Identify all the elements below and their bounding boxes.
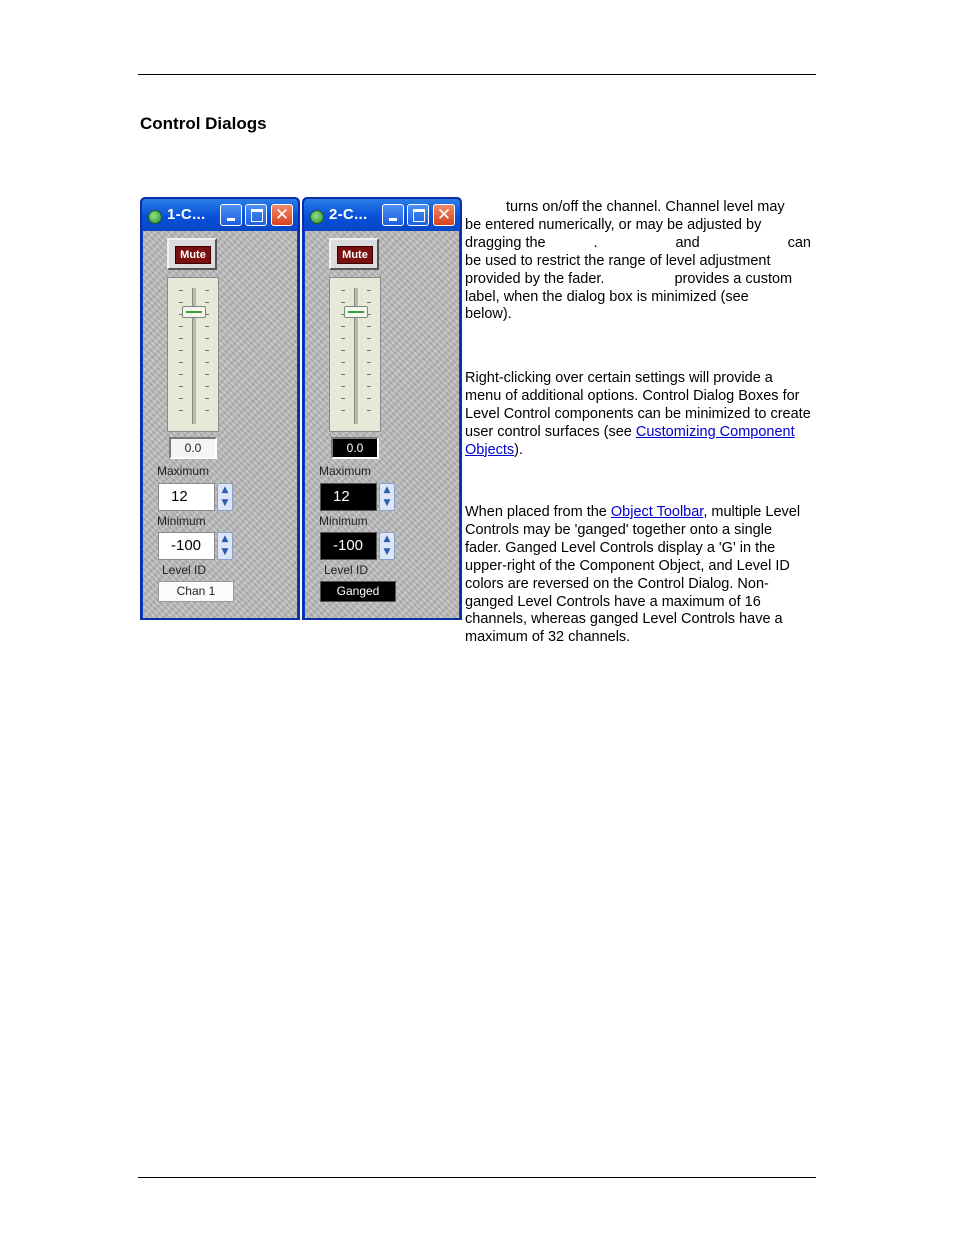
close-icon: ✕ <box>274 205 290 225</box>
minimize-button[interactable] <box>220 204 242 226</box>
description-paragraph-2 <box>465 370 811 460</box>
text-segment: Right-clicking over certain settings will provide a menu of additional options. Control Dialog Boxes for Level Control components can be minimized to create user control surfaces (see <box>465 370 811 440</box>
level-value[interactable]: 0.0 <box>331 437 379 459</box>
text-line: label, when the dialog box is minimized (see <box>465 288 749 305</box>
description-paragraph-3 <box>465 504 811 647</box>
text-segment: and <box>675 234 700 251</box>
dialog-title: 2-C... <box>329 206 368 223</box>
spin-down-icon[interactable]: ▼ <box>221 547 229 557</box>
control-dialog-2 <box>302 197 462 620</box>
maximize-button[interactable] <box>245 204 267 226</box>
spin-up-icon[interactable]: ▲ <box>383 485 391 495</box>
dialog-title: 1-C... <box>167 206 206 223</box>
mute-button[interactable] <box>167 238 217 270</box>
maximum-spinner[interactable] <box>217 483 233 511</box>
spin-up-icon[interactable]: ▲ <box>221 534 229 544</box>
fader-thumb[interactable] <box>344 306 368 318</box>
text-segment: can <box>787 234 811 251</box>
text-segment: provides a custom <box>674 270 793 287</box>
text-line <box>465 199 811 217</box>
description-paragraph-1 <box>465 199 811 324</box>
dialog-panel <box>143 231 297 618</box>
text-segment: When placed from the <box>465 504 611 520</box>
mute-label: Mute <box>175 246 211 264</box>
maximum-label: Maximum <box>319 464 372 478</box>
component-status-icon <box>310 210 324 224</box>
minimum-label: Minimum <box>157 514 206 528</box>
text-line: be used to restrict the range of level adjustment <box>465 252 771 269</box>
page-heading: Control Dialogs <box>140 114 267 133</box>
maximum-spinner[interactable] <box>379 483 395 511</box>
minimize-icon <box>389 218 397 221</box>
text-line: be entered numerically, or may be adjusted by <box>465 216 762 233</box>
text-segment: dragging the <box>465 234 546 251</box>
maximize-button[interactable] <box>407 204 429 226</box>
spin-up-icon[interactable]: ▲ <box>383 534 391 544</box>
level-id-field[interactable]: Ganged <box>320 581 396 602</box>
spin-down-icon[interactable]: ▼ <box>221 498 229 508</box>
dialog-titlebar[interactable] <box>142 199 298 231</box>
maximum-field[interactable]: 12 <box>158 483 215 511</box>
component-status-icon <box>148 210 162 224</box>
level-id-field[interactable]: Chan 1 <box>158 581 234 602</box>
spin-down-icon[interactable]: ▼ <box>383 547 391 557</box>
minimum-field[interactable]: -100 <box>158 532 215 560</box>
fader-thumb[interactable] <box>182 306 206 318</box>
minimum-spinner[interactable] <box>217 532 233 560</box>
text-segment: turns on/off the channel. Channel level may <box>506 199 785 215</box>
maximum-field[interactable]: 12 <box>320 483 377 511</box>
maximize-icon <box>413 209 425 222</box>
text-segment: , multiple Level Controls may be 'ganged' together onto a single fader. Ganged Level Controls display a 'G' in the upper-right of the Component Object, and Level ID colors are reversed on the Control Dialog. Non-ganged Level Controls have a maximum of 16 channels, whereas ganged Level Controls have a maximum of 32 channels. <box>465 504 801 646</box>
minimum-label: Minimum <box>319 514 368 528</box>
close-button[interactable] <box>433 204 455 226</box>
spin-up-icon[interactable]: ▲ <box>221 485 229 495</box>
mute-label: Mute <box>337 246 373 264</box>
maximize-icon <box>251 209 263 222</box>
minimize-button[interactable] <box>382 204 404 226</box>
level-fader[interactable] <box>167 277 219 432</box>
level-value[interactable]: 0.0 <box>169 437 217 459</box>
mute-button[interactable] <box>329 238 379 270</box>
header-rule <box>138 74 816 75</box>
object-toolbar-link[interactable]: Object Toolbar <box>610 504 704 520</box>
close-icon: ✕ <box>436 205 452 225</box>
text-segment: provided by the fader. <box>465 270 605 287</box>
spin-down-icon[interactable]: ▼ <box>383 498 391 508</box>
level-id-label: Level ID <box>162 563 207 577</box>
text-block <box>465 370 811 460</box>
minimize-icon <box>227 218 235 221</box>
level-id-label: Level ID <box>324 563 369 577</box>
close-button[interactable] <box>271 204 293 226</box>
text-block <box>465 504 811 647</box>
minimum-spinner[interactable] <box>379 532 395 560</box>
dialog-panel <box>305 231 459 618</box>
text-segment: ). <box>514 441 524 458</box>
text-line <box>465 235 811 253</box>
text-segment: . <box>593 234 598 251</box>
level-fader[interactable] <box>329 277 381 432</box>
customizing-component-objects-link[interactable]: Customizing Component Objects <box>465 423 795 458</box>
footer-rule <box>138 1177 816 1178</box>
text-line: below). <box>465 306 512 323</box>
maximum-label: Maximum <box>157 464 210 478</box>
text-line <box>465 271 811 289</box>
control-dialog-1 <box>140 197 300 620</box>
dialog-titlebar[interactable] <box>304 199 460 231</box>
minimum-field[interactable]: -100 <box>320 532 377 560</box>
